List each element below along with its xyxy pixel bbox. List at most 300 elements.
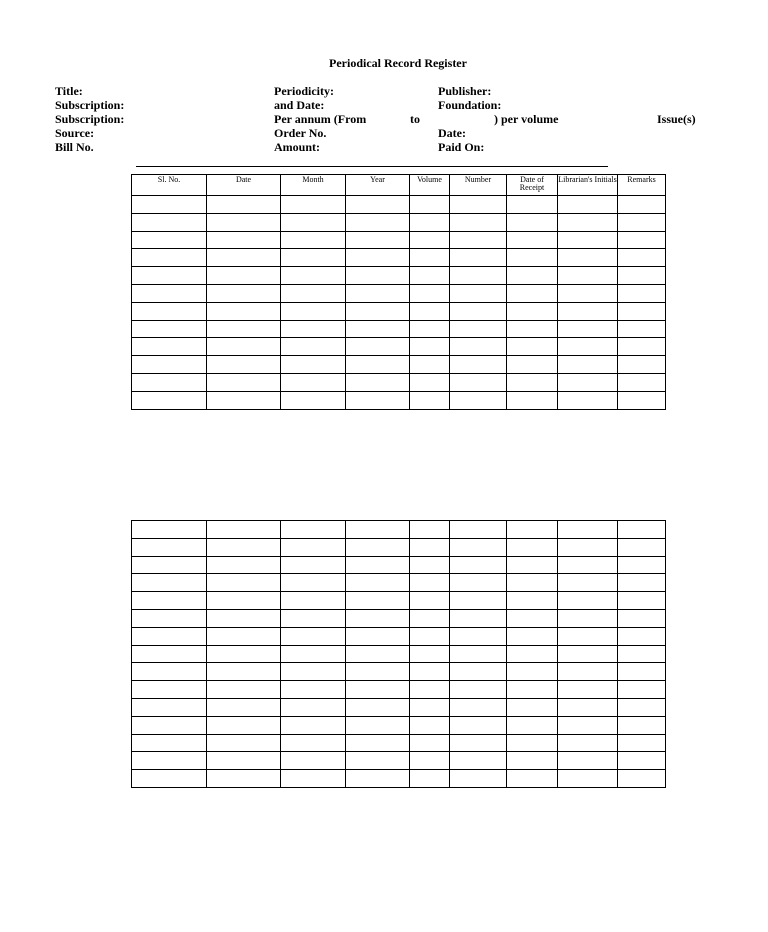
table-cell [410, 521, 450, 539]
table-cell [450, 213, 507, 231]
table-cell [558, 521, 618, 539]
field-title-label: Title: [55, 84, 83, 98]
table-cell [558, 302, 618, 320]
table-cell [618, 231, 666, 249]
table-cell [281, 391, 346, 409]
table-cell [281, 373, 346, 391]
table-cell [507, 663, 558, 681]
table-cell [346, 681, 410, 699]
table-cell [346, 196, 410, 214]
table-cell [558, 681, 618, 699]
table-cell [618, 521, 666, 539]
page-title: Periodical Record Register [329, 56, 467, 70]
table-cell [346, 373, 410, 391]
table-cell [207, 663, 281, 681]
table-cell [410, 592, 450, 610]
table-cell [450, 373, 507, 391]
table-cell [207, 609, 281, 627]
table-cell [132, 284, 207, 302]
table-cell [450, 356, 507, 374]
table-cell [507, 356, 558, 374]
table-cell [281, 556, 346, 574]
table-cell [450, 663, 507, 681]
table-cell [281, 196, 346, 214]
field-bill-no-label: Bill No. [55, 140, 94, 154]
table-cell [207, 627, 281, 645]
table-cell [207, 373, 281, 391]
table-cell [132, 213, 207, 231]
header-sl-no: Sl. No. [132, 175, 207, 196]
table-cell [346, 556, 410, 574]
table-cell [207, 752, 281, 770]
table-cell [281, 284, 346, 302]
table-cell [558, 538, 618, 556]
table-cell [281, 338, 346, 356]
table-cell [507, 752, 558, 770]
table-cell [558, 213, 618, 231]
field-per-volume-label: ) per volume [494, 112, 559, 126]
table-header-row [132, 175, 666, 196]
table-cell [410, 574, 450, 592]
table-cell [507, 538, 558, 556]
table-cell [207, 698, 281, 716]
table-cell [281, 320, 346, 338]
table-cell [450, 302, 507, 320]
table-cell [558, 698, 618, 716]
field-per-annum-label: Per annum (From [274, 112, 367, 126]
table-cell [507, 231, 558, 249]
table-cell [346, 391, 410, 409]
table-cell [507, 609, 558, 627]
table-cell [618, 592, 666, 610]
table-cell [132, 574, 207, 592]
table-cell [207, 267, 281, 285]
table-cell [618, 391, 666, 409]
table-cell [618, 338, 666, 356]
table-cell [346, 267, 410, 285]
table-cell [207, 538, 281, 556]
table-cell [132, 391, 207, 409]
table-cell [507, 716, 558, 734]
table-row [132, 338, 666, 356]
table-cell [450, 770, 507, 788]
field-source-label: Source: [55, 126, 95, 140]
header-date-of-receipt: Date of Receipt [507, 175, 558, 196]
table-cell [507, 302, 558, 320]
table-cell [450, 698, 507, 716]
table-cell [281, 356, 346, 374]
table-cell [281, 645, 346, 663]
table-cell [618, 734, 666, 752]
table-cell [558, 574, 618, 592]
table-cell [132, 338, 207, 356]
table-cell [410, 716, 450, 734]
table-cell [618, 538, 666, 556]
table-cell [507, 698, 558, 716]
table-cell [410, 249, 450, 267]
field-amount-label: Amount: [274, 140, 321, 154]
table-cell [450, 521, 507, 539]
table-cell [281, 770, 346, 788]
table-cell [558, 663, 618, 681]
table-cell [132, 645, 207, 663]
table-cell [558, 645, 618, 663]
table-cell [507, 770, 558, 788]
table-cell [450, 267, 507, 285]
table-cell [410, 356, 450, 374]
table-cell [450, 556, 507, 574]
table-row [132, 645, 666, 663]
table-cell [207, 574, 281, 592]
table-cell [346, 592, 410, 610]
table-cell [618, 681, 666, 699]
table-cell [450, 627, 507, 645]
field-date-label: Date: [438, 126, 466, 140]
table-cell [410, 698, 450, 716]
table-cell [410, 338, 450, 356]
table-row [132, 770, 666, 788]
table-cell [132, 556, 207, 574]
table-cell [618, 645, 666, 663]
table-cell [410, 770, 450, 788]
table-cell [346, 698, 410, 716]
table-row [132, 213, 666, 231]
table-cell [450, 574, 507, 592]
table-cell [618, 574, 666, 592]
table-cell [346, 521, 410, 539]
table-cell [281, 698, 346, 716]
table-cell [410, 196, 450, 214]
table-cell [410, 627, 450, 645]
table-cell [346, 338, 410, 356]
table-cell [410, 752, 450, 770]
field-order-no-label: Order No. [274, 126, 327, 140]
table-cell [618, 556, 666, 574]
table-cell [207, 681, 281, 699]
table-row [132, 284, 666, 302]
register-table-2 [131, 520, 666, 788]
table-row [132, 609, 666, 627]
table-cell [281, 592, 346, 610]
table-cell [450, 592, 507, 610]
table-cell [132, 320, 207, 338]
table-cell [450, 391, 507, 409]
table-cell [558, 284, 618, 302]
table-cell [558, 609, 618, 627]
table-cell [618, 698, 666, 716]
table-row [132, 752, 666, 770]
table-cell [558, 356, 618, 374]
table-cell [507, 373, 558, 391]
table-cell [281, 752, 346, 770]
table-cell [618, 752, 666, 770]
field-and-date-label: and Date: [274, 98, 325, 112]
header-volume: Volume [410, 175, 450, 196]
table-row [132, 538, 666, 556]
table-cell [132, 249, 207, 267]
table-cell [618, 716, 666, 734]
table-cell [207, 521, 281, 539]
table-row [132, 556, 666, 574]
table-cell [281, 716, 346, 734]
table-cell [346, 538, 410, 556]
table-cell [410, 538, 450, 556]
table-cell [450, 645, 507, 663]
header-divider [136, 166, 608, 167]
table-cell [618, 663, 666, 681]
table-cell [132, 770, 207, 788]
table-cell [207, 231, 281, 249]
table-cell [132, 663, 207, 681]
table-cell [618, 356, 666, 374]
table-cell [450, 320, 507, 338]
table-cell [207, 284, 281, 302]
table-cell [132, 521, 207, 539]
table-cell [207, 391, 281, 409]
table-cell [346, 574, 410, 592]
table-cell [132, 196, 207, 214]
table-cell [558, 627, 618, 645]
table-cell [618, 627, 666, 645]
table-cell [132, 609, 207, 627]
table-cell [281, 267, 346, 285]
field-periodicity-label: Periodicity: [274, 84, 334, 98]
table-cell [507, 734, 558, 752]
header-remarks: Remarks [618, 175, 666, 196]
field-subscription-label: Subscription: [55, 98, 125, 112]
table-cell [410, 734, 450, 752]
table-cell [450, 681, 507, 699]
table-cell [346, 716, 410, 734]
table-cell [281, 734, 346, 752]
table-cell [507, 196, 558, 214]
field-subscription-label-2: Subscription: [55, 112, 125, 126]
table-cell [281, 521, 346, 539]
field-foundation-label: Foundation: [438, 98, 502, 112]
table-cell [346, 663, 410, 681]
table-cell [410, 284, 450, 302]
table-cell [281, 538, 346, 556]
table-cell [281, 574, 346, 592]
field-to-label: to [410, 112, 420, 126]
table-cell [281, 681, 346, 699]
header-librarians-initials: Librarian's Initials [558, 175, 618, 196]
table-cell [507, 267, 558, 285]
table-cell [558, 231, 618, 249]
table-cell [207, 338, 281, 356]
table-cell [132, 231, 207, 249]
table-cell [450, 196, 507, 214]
table-row [132, 574, 666, 592]
table-cell [410, 609, 450, 627]
table-cell [558, 338, 618, 356]
table-row [132, 681, 666, 699]
table-row [132, 267, 666, 285]
table-row [132, 734, 666, 752]
table-cell [618, 284, 666, 302]
table-cell [132, 356, 207, 374]
table-cell [207, 320, 281, 338]
table-cell [618, 267, 666, 285]
table-cell [410, 302, 450, 320]
table-row [132, 521, 666, 539]
table-cell [410, 373, 450, 391]
table-cell [507, 592, 558, 610]
table-cell [410, 320, 450, 338]
field-paid-on-label: Paid On: [438, 140, 485, 154]
table-cell [346, 752, 410, 770]
table-cell [346, 320, 410, 338]
table-cell [618, 196, 666, 214]
table-cell [507, 645, 558, 663]
table-cell [207, 734, 281, 752]
table-cell [346, 770, 410, 788]
table-cell [207, 592, 281, 610]
table-row [132, 231, 666, 249]
table-cell [410, 267, 450, 285]
header-number: Number [450, 175, 507, 196]
table-cell [450, 734, 507, 752]
table-cell [618, 320, 666, 338]
table-cell [410, 391, 450, 409]
table-cell [346, 249, 410, 267]
table-cell [558, 770, 618, 788]
table-cell [207, 213, 281, 231]
table-cell [207, 770, 281, 788]
table-cell [207, 645, 281, 663]
table-cell [346, 302, 410, 320]
table-cell [132, 538, 207, 556]
table-cell [281, 249, 346, 267]
table-cell [207, 249, 281, 267]
table-cell [207, 302, 281, 320]
table-cell [558, 556, 618, 574]
table-cell [618, 373, 666, 391]
table-row [132, 627, 666, 645]
table-cell [132, 698, 207, 716]
table-cell [450, 284, 507, 302]
table-cell [132, 752, 207, 770]
table-cell [558, 752, 618, 770]
table-cell [132, 373, 207, 391]
table-row [132, 196, 666, 214]
table-cell [410, 681, 450, 699]
table-cell [450, 609, 507, 627]
table-cell [207, 196, 281, 214]
table-cell [618, 609, 666, 627]
table-cell [207, 556, 281, 574]
table-cell [618, 249, 666, 267]
table-cell [281, 663, 346, 681]
table-cell [132, 627, 207, 645]
table-cell [410, 231, 450, 249]
table-cell [132, 681, 207, 699]
table-row [132, 320, 666, 338]
table-cell [346, 231, 410, 249]
table-cell [618, 302, 666, 320]
table-row [132, 302, 666, 320]
table-row [132, 716, 666, 734]
table-row [132, 663, 666, 681]
table-cell [132, 734, 207, 752]
table-cell [410, 556, 450, 574]
table-cell [558, 196, 618, 214]
table-cell [281, 609, 346, 627]
table-cell [558, 320, 618, 338]
table-row [132, 356, 666, 374]
table-cell [207, 716, 281, 734]
table-cell [346, 609, 410, 627]
table-cell [507, 556, 558, 574]
table-cell [346, 356, 410, 374]
table-cell [558, 716, 618, 734]
table-cell [132, 592, 207, 610]
table-cell [346, 734, 410, 752]
table-cell [450, 716, 507, 734]
table-cell [507, 320, 558, 338]
table-cell [558, 267, 618, 285]
table-row [132, 249, 666, 267]
register-table-1 [131, 174, 666, 410]
table-cell [558, 249, 618, 267]
table-cell [507, 574, 558, 592]
table-cell [410, 663, 450, 681]
table-cell [507, 213, 558, 231]
table-cell [507, 249, 558, 267]
table-cell [132, 716, 207, 734]
table-cell [410, 213, 450, 231]
table-cell [450, 538, 507, 556]
table-cell [507, 521, 558, 539]
table-row [132, 373, 666, 391]
table-cell [450, 752, 507, 770]
table-cell [346, 213, 410, 231]
table-cell [507, 391, 558, 409]
header-date: Date [207, 175, 281, 196]
table-row [132, 391, 666, 409]
field-issues-label: Issue(s) [657, 112, 696, 126]
table-cell [507, 627, 558, 645]
table-cell [450, 231, 507, 249]
table-cell [507, 338, 558, 356]
table-cell [281, 213, 346, 231]
header-year: Year [346, 175, 410, 196]
field-publisher-label: Publisher: [438, 84, 492, 98]
table-cell [450, 338, 507, 356]
table-cell [281, 302, 346, 320]
table-cell [558, 592, 618, 610]
table-cell [346, 627, 410, 645]
header-month: Month [281, 175, 346, 196]
table-cell [618, 213, 666, 231]
table-cell [281, 231, 346, 249]
table-cell [207, 356, 281, 374]
table-cell [558, 734, 618, 752]
table-row [132, 698, 666, 716]
table-cell [281, 627, 346, 645]
table-cell [346, 284, 410, 302]
table-cell [507, 284, 558, 302]
table-row [132, 592, 666, 610]
table-cell [558, 373, 618, 391]
table-cell [558, 391, 618, 409]
table-cell [346, 645, 410, 663]
table-cell [618, 770, 666, 788]
table-cell [410, 645, 450, 663]
table-cell [507, 681, 558, 699]
table-cell [132, 267, 207, 285]
table-cell [450, 249, 507, 267]
